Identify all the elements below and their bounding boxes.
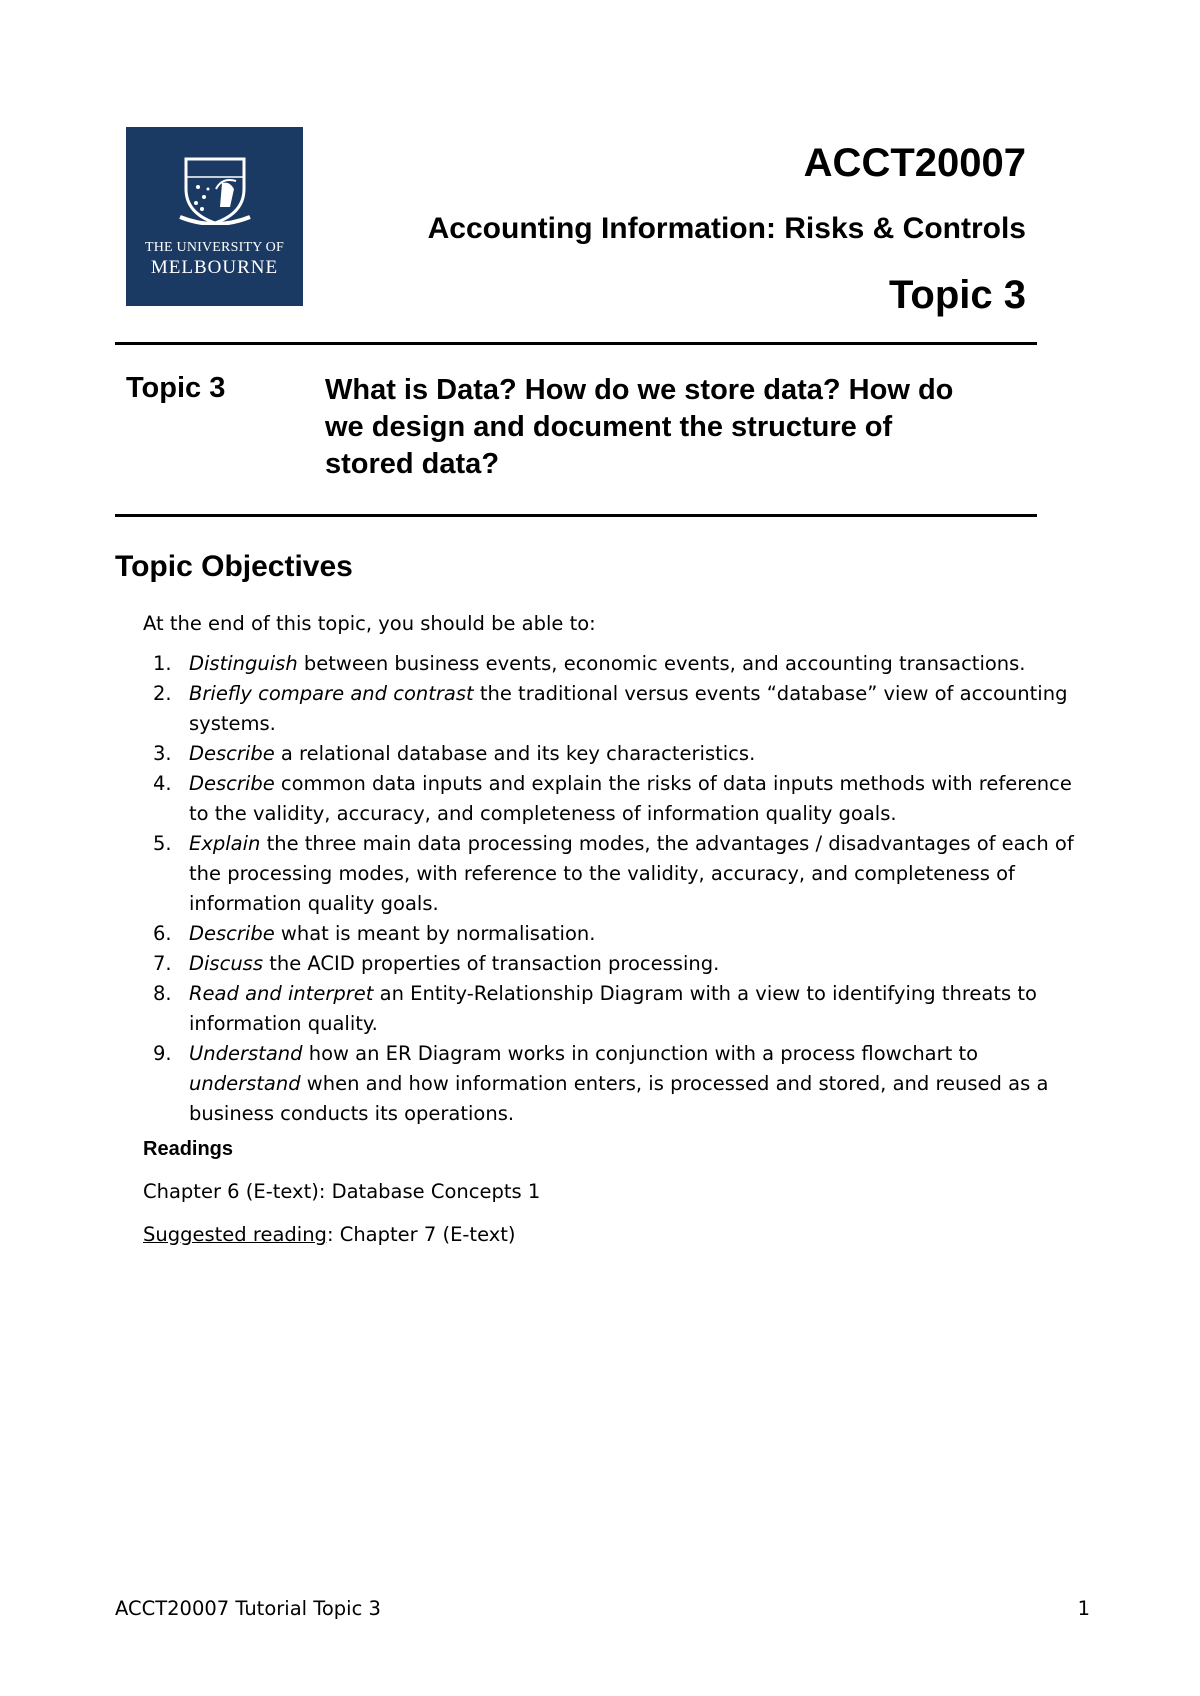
objectives-intro: At the end of this topic, you should be able to: [143,612,596,635]
objective-item [143,679,1083,739]
reading-item: Chapter 6 (E-text): Database Concepts 1 [143,1180,541,1203]
objective-verb-secondary: understand [189,1072,301,1095]
objective-text-continued: when and how information enters, is processed and stored, and reused as a business conducts its operations. [189,1072,1049,1125]
page-number: 1 [1077,1597,1090,1620]
objective-number: 3. [153,742,172,765]
objective-number: 5. [153,832,172,855]
objective-verb: Explain [189,832,261,855]
bottom-divider [115,514,1037,517]
objective-number: 6. [153,922,172,945]
objective-item [143,1039,1083,1129]
objective-item [143,649,1083,679]
objective-verb: Distinguish [189,652,298,675]
footer-title: ACCT20007 Tutorial Topic 3 [115,1597,381,1620]
course-name: Accounting Information: Risks & Controls [427,212,1026,245]
logo-text-line2: MELBOURNE [150,257,279,278]
objective-item [143,769,1083,829]
topic-label: Topic 3 [126,372,226,404]
objective-text: an Entity-Relationship Diagram with a view to identifying threats to information quality. [189,982,1037,1035]
objective-text: a relational database and its key characteristics. [274,742,756,765]
logo-text-line1: THE UNIVERSITY OF [145,240,284,255]
objective-number: 1. [153,652,172,675]
suggested-reading-text: : Chapter 7 (E-text) [326,1223,516,1246]
objective-item [143,949,1083,979]
objective-text: between business events, economic events, and accounting transactions. [297,652,1026,675]
suggested-reading [143,1223,516,1246]
objectives-list [143,649,1083,1129]
objective-number: 9. [153,1042,172,1065]
objective-item [143,979,1083,1039]
topic-question: What is Data? How do we store data? How do we design and document the structure of stored data? [325,374,954,480]
objective-text: the three main data processing modes, the advantages / disadvantages of each of the processing modes, with reference to the validity, accuracy, and completeness of information quality goals. [189,832,1074,915]
header-topic: Topic 3 [888,273,1026,317]
objective-verb: Read and interpret [189,982,374,1005]
suggested-reading-label: Suggested reading [143,1223,327,1246]
objective-verb: Briefly compare and contrast [189,682,474,705]
objective-text: what is meant by normalisation. [274,922,596,945]
objective-number: 4. [153,772,172,795]
section-heading: Topic Objectives [115,550,353,583]
objective-verb: Describe [189,742,275,765]
university-logo [126,127,303,306]
objective-text: the ACID properties of transaction processing. [263,952,720,975]
objective-verb: Describe [189,772,275,795]
objective-verb: Discuss [189,952,263,975]
objective-text: common data inputs and explain the risks of data inputs methods with reference to the validity, accuracy, and completeness of information quality goals. [189,772,1072,825]
objective-text: the traditional versus events “database” view of accounting systems. [189,682,1068,735]
objective-text: how an ER Diagram works in conjunction with a process flowchart to [302,1042,979,1065]
course-code: ACCT20007 [803,141,1026,185]
objective-verb: Describe [189,922,275,945]
objective-item [143,739,1083,769]
objective-item [143,919,1083,949]
readings-heading: Readings [143,1138,234,1160]
objective-item [143,829,1083,919]
university-crest-icon [176,155,254,225]
objective-number: 8. [153,982,172,1005]
objective-verb: Understand [189,1042,303,1065]
objective-number: 2. [153,682,172,705]
objective-number: 7. [153,952,172,975]
top-divider [115,342,1037,345]
